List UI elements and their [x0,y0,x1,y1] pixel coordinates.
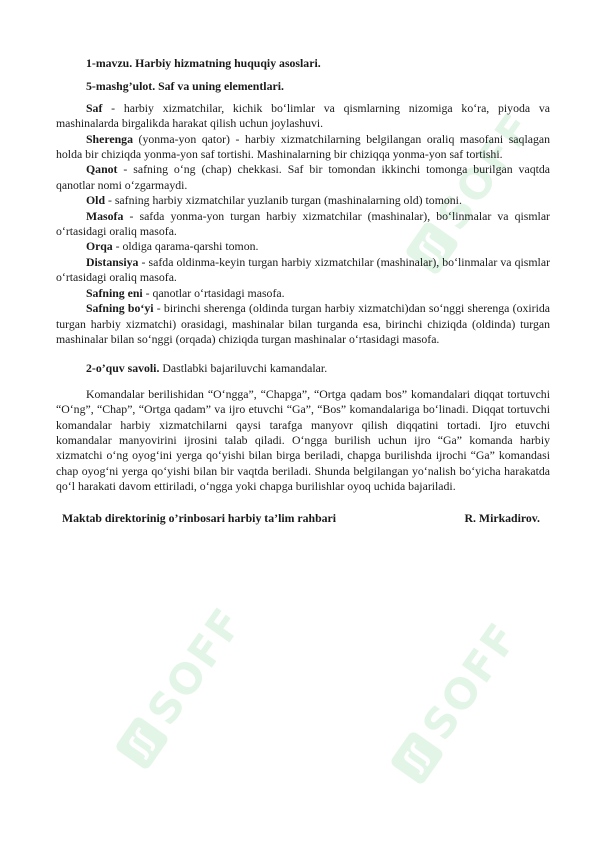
term-item: Distansiya - safda oldinma-keyin turgan harbiy xizmatchilar (mashinalar), bo‘linmalar va qismlar o‘rtasidagi oraliq masofa. [56,254,550,285]
term-item: Qanot - safning o‘ng (chap) chekkasi. Saf bir tomondan ikkinchi tomonga burilgan vaqtda qanotlar nomi o‘zgarmaydi. [56,162,550,192]
body-paragraph: Komandalar berilishidan “O‘ngga”, “Chapga”, “Ortga qadam bos” komandalari diqqat tortuvchi “O‘ng”, “Chap”, “Ortga qadam” va ijro etuvchi “Ga”, “Bos” komandalariga bo‘linadi. Diqqat tortuvchi komandalar harbiy xizmatchilarni qaysi tarafga manyovr qilish diqqatini tortadi. Ijro etuvchi komandalar manyovirini ijrosini talab qiladi. O‘ngga burilish uchun ijro “Ga” komanda harbiy xizmatchi o‘ng oyog‘ini yerga qo‘yishi bilan birga beriladi, chapga burilishda ijrochi “Ga” komandasi chap oyog‘ni yerga qo‘yishi bilan bir vaqtda beriladi. Shunda belgilangan yo‘nalish bo‘yicha harakatda qo‘l harakati davom ettiriladi, o‘ngga yoki chapga burilishlar oyoq uchida bajariladi. [56,386,550,494]
soff-logo-icon: ʃʃ [389,730,445,786]
watermark-1: ʃʃSOFF [400,103,543,278]
lesson-heading: 5-mashg’ulot. Saf va uning elementlari. [86,79,284,94]
signature-block [56,511,550,526]
watermark-2: ʃʃSOFF [110,598,253,773]
soff-logo-icon: ʃʃ [404,220,460,276]
term-item: Safning eni - qanotlar o‘rtasidagi masofa. [86,285,285,300]
signature-name: R. Mirkadirov. [464,510,540,525]
term-item: Saf - harbiy xizmatchilar, kichik bo‘limlar va qismlarning nizomiga ko‘ra, piyoda va mashinalarda birgalikda harakat qilish uchun joylashuvi. [56,100,550,131]
document-page [56,56,550,526]
topic-heading: 1-mavzu. Harbiy hizmatning huquqiy asoslari. [86,56,321,70]
signature-position: Maktab direktorinig o’rinbosari harbiy ta’lim rahbari [62,510,337,525]
soff-logo-icon: ʃʃ [114,715,170,771]
question-heading: 2-o’quv savoli. Dastlabki bajariluvchi kamandalar. [86,361,328,376]
term-item: Masofa - safda yonma-yon turgan harbiy xizmatchilar (mashinalar), bo‘linmalar va qismlar o‘rtasidagi oraliq masofa. [56,208,550,239]
watermark-3: ʃʃSOFF [385,613,528,788]
terms-list [56,101,550,348]
term-item: Safning bo‘yi - birinchi sherenga (oldinda turgan harbiy xizmatchi)dan so‘nggi sherenga (oxirida turgan harbiy xizmatchi) orasidagi, mashinalar bilan turganda esa, birinchi chiziqda (oldinda) turgan mashinalar bilan so‘nggi (orqada) chiziqda turgan mashinalar o‘rtasidagi masofa. [56,301,550,346]
term-item: Sherenga (yonma-yon qator) - harbiy xizmatchilarning belgilangan oraliq masofani saqlagan holda bir chiziqda yonma-yon saf tortishi. Mashinalarning bir chiziqqa yonma-yon saf tortishi. [56,131,550,162]
term-item: Old - safning harbiy xizmatchilar yuzlanib turgan (mashinalarning old) tomoni. [86,193,462,208]
term-item: Orqa - oldiga qarama-qarshi tomon. [86,239,259,254]
